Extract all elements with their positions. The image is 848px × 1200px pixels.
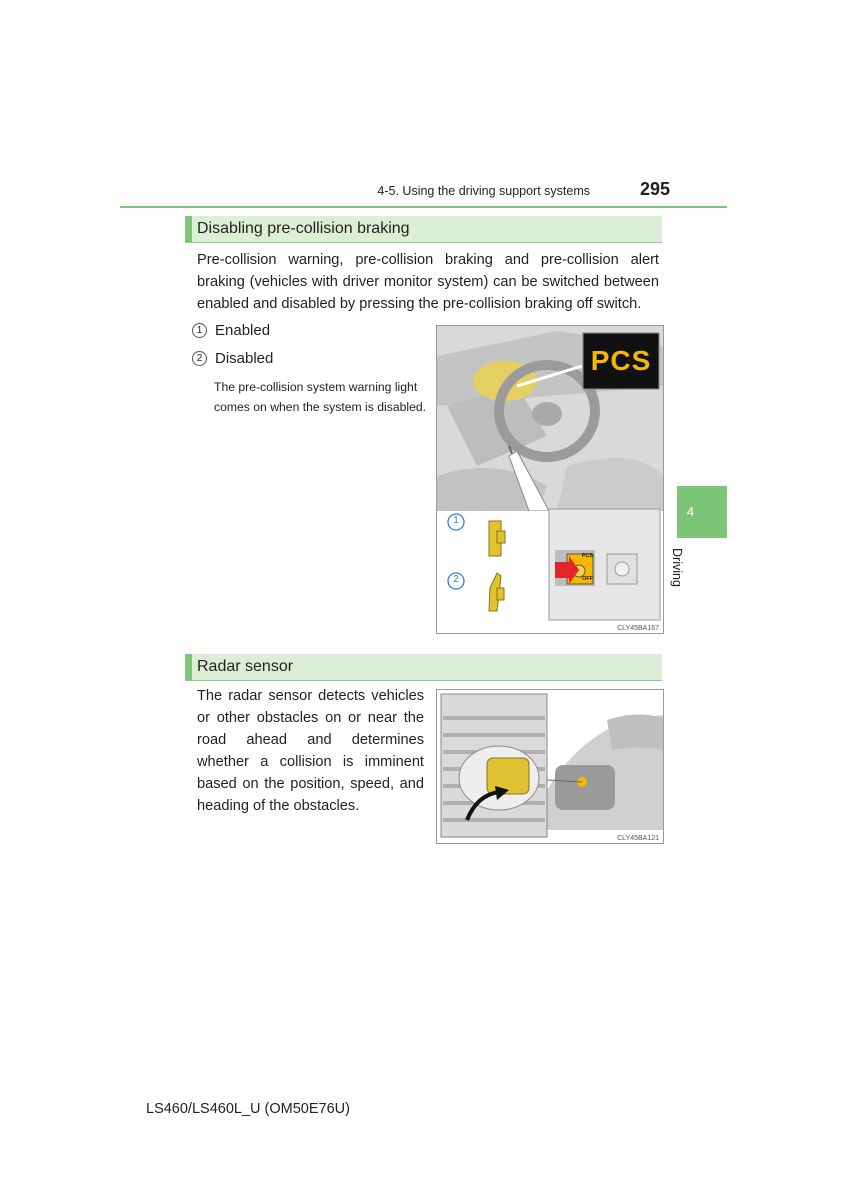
section-title: Disabling pre-collision braking [197,220,410,237]
chapter-tab [677,486,727,538]
section-title: Radar sensor [197,658,294,675]
circled-number: 1 [192,323,207,338]
warning-light-note: The pre-collision system warning light comes on when the system is disabled. [214,380,427,414]
list-item-label: Enabled [215,322,271,339]
figure-code: CLY45BA167 [617,625,659,632]
footer-model: LS460/LS460L_U (OM50E76U) [146,1101,350,1117]
radar-sensor-illustration [437,690,663,843]
pcs-warning-light-icon: PCS [590,345,652,376]
header-rule [120,206,727,208]
section2-paragraph: The radar sensor detects vehicles or other obstacles on or near the road ahead and determines whether a collision is imminent based on the position, speed, and heading of the obstacles. [197,688,424,814]
chapter-tab-label: Driving [670,548,684,587]
chapter-number: 4 [686,504,695,519]
circled-number: 2 [192,351,207,366]
pcs-switch-figure [436,325,664,634]
list-item-label: Disabled [215,350,274,367]
section-accent [185,216,192,242]
figure-code: CLY45BA121 [617,835,659,842]
section1-paragraph: Pre-collision warning, pre-collision braking and pre-collision alert braking (vehicles with driver monitor system) can be switched between enabled and disabled by pressing the pre-collision braking off switch. [197,252,659,312]
section-heading-disabling-pre-collision-braking [185,216,662,243]
figure-callout-2: 2 [453,574,459,585]
pcs-off-switch-label-off: OFF [582,576,593,582]
list-item-enabled [192,322,270,339]
section-heading-radar-sensor [185,654,662,681]
radar-sensor-figure [436,689,664,844]
page-number: 295 [639,179,670,199]
list-item-disabled [192,350,273,367]
pcs-off-switch-label: PCS [581,553,593,559]
running-header: 4-5. Using the driving support systems [377,184,590,198]
figure-callout-1: 1 [453,515,459,526]
section-accent [185,654,192,680]
